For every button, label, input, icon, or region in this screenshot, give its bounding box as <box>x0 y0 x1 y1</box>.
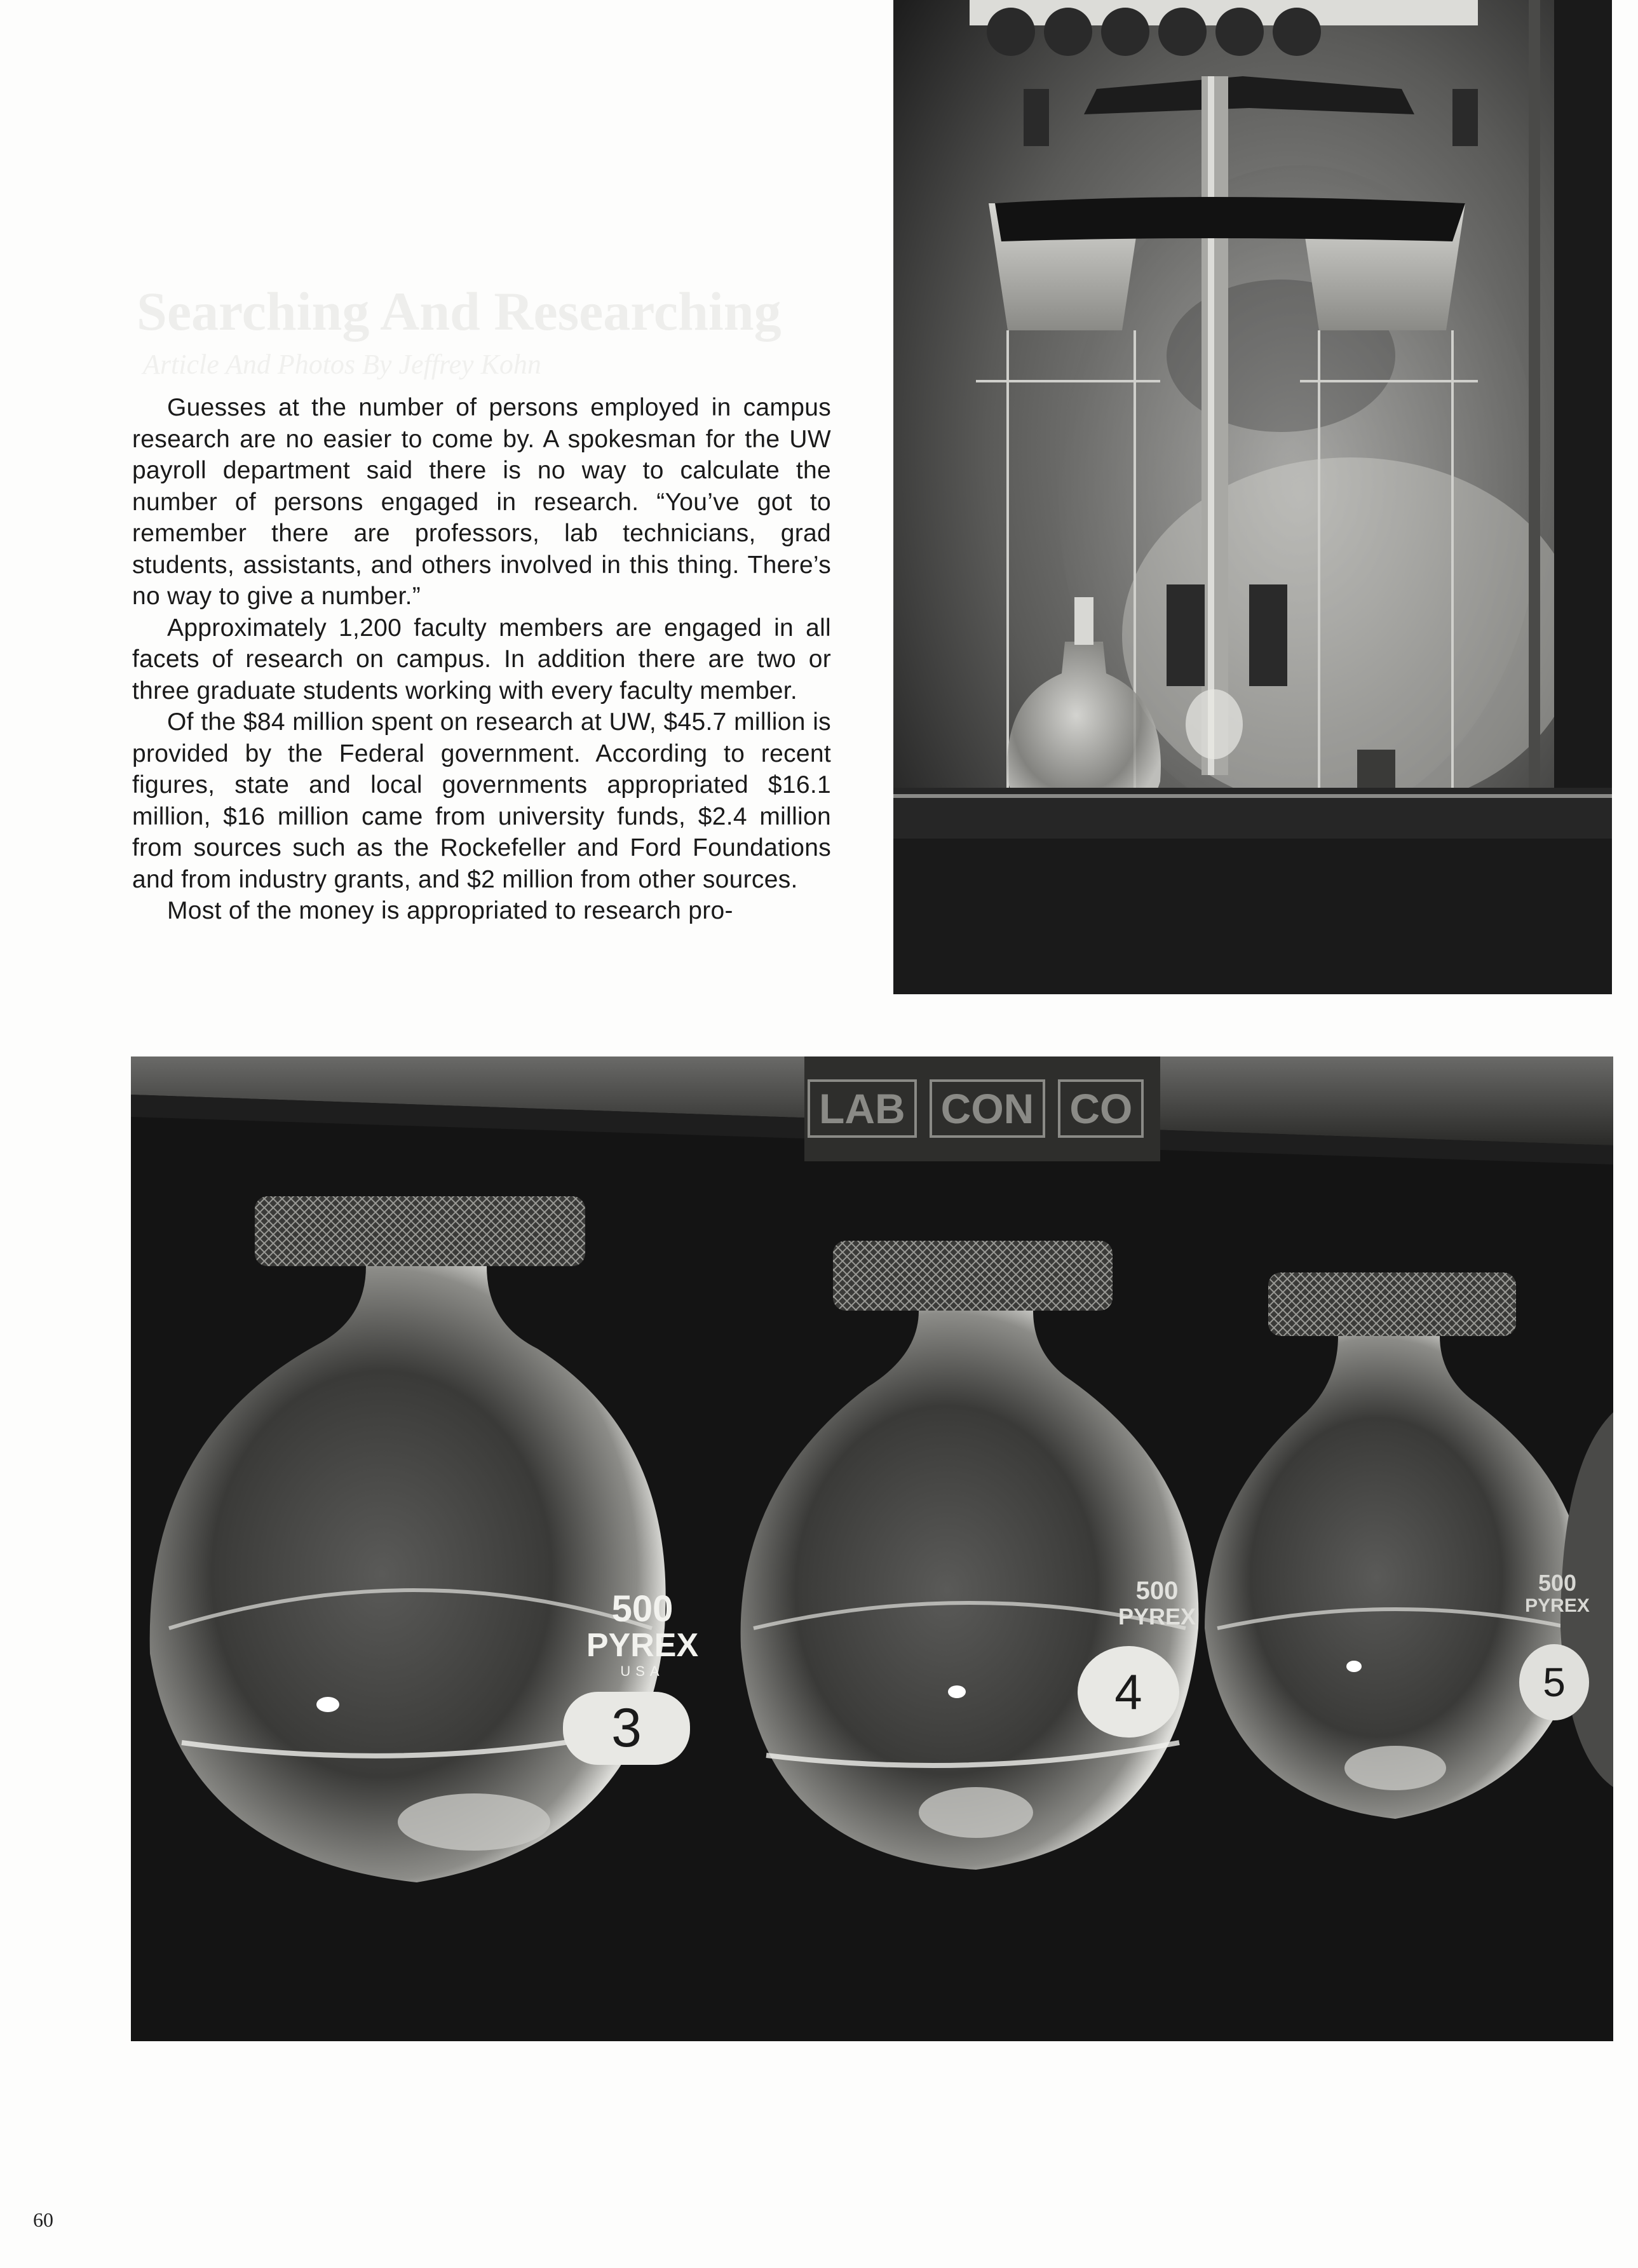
flask-brand: PYREX <box>1525 1595 1590 1616</box>
plaque-word: CON <box>930 1079 1046 1138</box>
flask-volume: 500 <box>1135 1577 1179 1605</box>
byline: Article And Photos By Jeffrey Kohn <box>143 349 541 380</box>
page-number: 60 <box>33 2208 53 2231</box>
flask-label <box>579 1590 706 1680</box>
flask-volume: 500 <box>611 1588 673 1630</box>
flask-volume: 500 <box>1538 1570 1577 1596</box>
pyrex-flasks-image <box>131 1056 1613 2041</box>
flask-brand: PYREX <box>1118 1603 1196 1630</box>
balance-scale-photo <box>893 0 1612 994</box>
article-body <box>132 392 831 927</box>
plaque-word: LAB <box>808 1079 917 1138</box>
flask-number: 4 <box>1114 1664 1142 1720</box>
flask-origin: USA <box>620 1663 665 1679</box>
flask-number: 3 <box>611 1698 642 1758</box>
article-paragraph: Approximately 1,200 faculty members are engaged in all facets of research on campus. In addition there are two or three graduate students working with every faculty member. <box>132 614 831 705</box>
flask-number: 5 <box>1543 1659 1566 1705</box>
pyrex-flasks-photo <box>131 1056 1613 2041</box>
article-paragraph: Of the $84 million spent on research at UW, $45.7 million is provided by the Federal government. According to recent figures, state and local governments appropriated $16.1 million, $16 million came from university funds, $2.4 million from sources such as the Rockefeller and Ford Foundations and from industry grants, and $2 million from other sources. <box>132 708 831 893</box>
flask-brand: PYREX <box>586 1627 699 1664</box>
flask-label <box>1109 1577 1205 1630</box>
lab-con-co-plaque <box>808 1064 1163 1153</box>
plaque-word: CO <box>1058 1079 1144 1138</box>
balance-scale-image <box>893 0 1612 994</box>
article-paragraph: Most of the money is appropriated to research pro- <box>167 897 733 924</box>
flask-label <box>1519 1571 1595 1617</box>
article-paragraph: Guesses at the number of persons employed in campus research are no easier to come by. A spokesman for the UW payroll department said there is no way to calculate the number of persons engaged in research. “You’ve got to remember there are professors, lab technicians, grad students, assistants, and others involved in this thing. There’s no way to give a number.” <box>132 394 831 610</box>
page-title: Searching And Researching <box>137 281 782 342</box>
